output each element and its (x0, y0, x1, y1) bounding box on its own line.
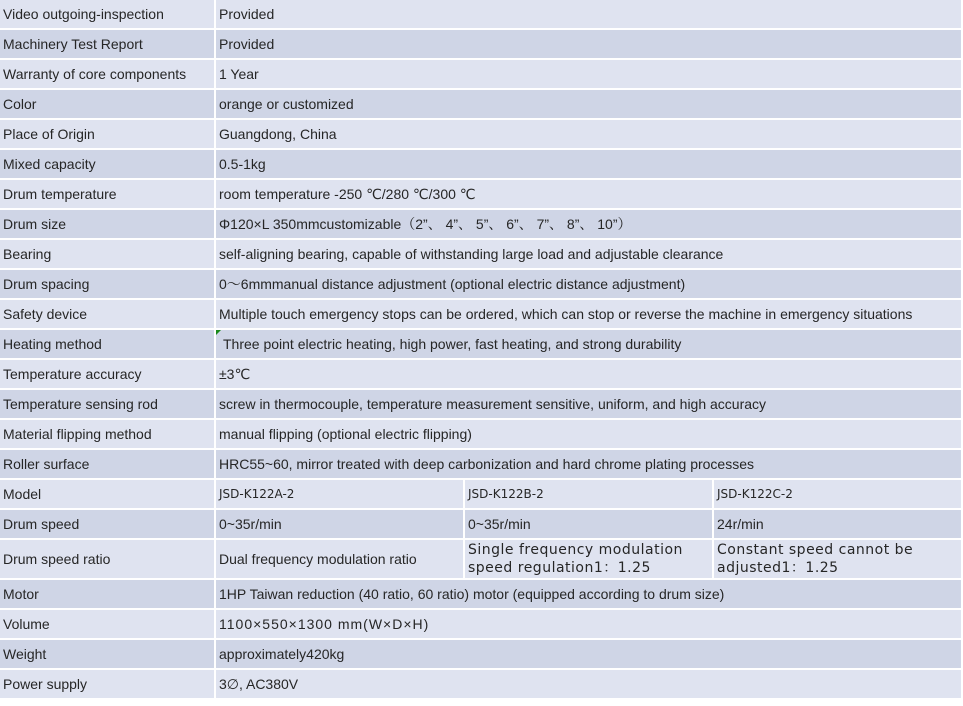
row-value: screw in thermocouple, temperature measurement sensitive, uniform, and high accuracy (216, 390, 963, 420)
row-label: Power supply (0, 670, 216, 700)
table-row (0, 450, 963, 480)
row-label: Volume (0, 610, 216, 640)
row-label: Bearing (0, 240, 216, 270)
row-value: HRC55~60, mirror treated with deep carbonization and hard chrome plating processes (216, 450, 963, 480)
model-row (0, 480, 963, 510)
row-label: Drum temperature (0, 180, 216, 210)
table-row (0, 180, 963, 210)
row-value: approximately420kg (216, 640, 963, 670)
row-value: room temperature -250 ℃/280 ℃/300 ℃ (216, 180, 963, 210)
row-label: Drum speed (0, 510, 216, 540)
table-row (0, 300, 963, 330)
row-label: Video outgoing-inspection (0, 0, 216, 30)
row-label: Heating method (0, 330, 216, 360)
row-label: Warranty of core components (0, 60, 216, 90)
table-row (0, 150, 963, 180)
table-row (0, 670, 963, 700)
table-row (0, 120, 963, 150)
model-b-value: Single frequency modulation speed regulation1：1.25 (465, 540, 714, 580)
row-value: ±3℃ (216, 360, 963, 390)
row-value: 0.5-1kg (216, 150, 963, 180)
model-row (0, 510, 963, 540)
model-c-value: JSD-K122C-2 (714, 480, 963, 510)
table-row (0, 60, 963, 90)
row-value: 3∅, AC380V (216, 670, 963, 700)
row-value: 0～6mmmanual distance adjustment (optional electric distance adjustment) (216, 270, 963, 300)
row-label: Motor (0, 580, 216, 610)
table-row (0, 420, 963, 450)
table-row (0, 210, 963, 240)
table-row (0, 330, 963, 360)
table-row (0, 270, 963, 300)
table-row (0, 580, 963, 610)
row-label: Drum size (0, 210, 216, 240)
row-value: Provided (216, 30, 963, 60)
row-value: 1HP Taiwan reduction (40 ratio, 60 ratio) motor (equipped according to drum size) (216, 580, 963, 610)
model-c-value: Constant speed cannot be adjusted1：1.25 (714, 540, 963, 580)
row-value: Guangdong, China (216, 120, 963, 150)
row-value: Φ120×L 350mmcustomizable（2”、 4”、 5”、 6”、 7”、 8”、 10”） (216, 210, 963, 240)
model-a-value: Dual frequency modulation ratio (216, 540, 465, 580)
model-row (0, 540, 963, 580)
row-value: Provided (216, 0, 963, 30)
row-label: Model (0, 480, 216, 510)
model-b-value: 0~35r/min (465, 510, 714, 540)
model-c-value: 24r/min (714, 510, 963, 540)
row-label: Drum spacing (0, 270, 216, 300)
model-a-value: JSD-K122A-2 (216, 480, 465, 510)
row-label: Temperature accuracy (0, 360, 216, 390)
row-label: Machinery Test Report (0, 30, 216, 60)
table-row (0, 360, 963, 390)
row-label: Color (0, 90, 216, 120)
row-label: Drum speed ratio (0, 540, 216, 580)
row-label: Roller surface (0, 450, 216, 480)
row-label: Safety device (0, 300, 216, 330)
row-value: self-aligning bearing, capable of withstanding large load and adjustable clearance (216, 240, 963, 270)
row-value: Multiple touch emergency stops can be ordered, which can stop or reverse the machine in emergency situations (216, 300, 963, 330)
row-label: Place of Origin (0, 120, 216, 150)
row-value: manual flipping (optional electric flipping) (216, 420, 963, 450)
table-row (0, 30, 963, 60)
row-label: Mixed capacity (0, 150, 216, 180)
row-label: Weight (0, 640, 216, 670)
table-row (0, 640, 963, 670)
table-row (0, 240, 963, 270)
row-value: 1100×550×1300 mm(W×D×H) (216, 610, 963, 640)
table-row (0, 90, 963, 120)
row-label: Temperature sensing rod (0, 390, 216, 420)
table-row (0, 0, 963, 30)
table-row (0, 390, 963, 420)
row-value: Three point electric heating, high power, fast heating, and strong durability (216, 330, 963, 360)
row-value: 1 Year (216, 60, 963, 90)
table-row (0, 610, 963, 640)
row-value: orange or customized (216, 90, 963, 120)
model-b-value: JSD-K122B-2 (465, 480, 714, 510)
model-a-value: 0~35r/min (216, 510, 465, 540)
row-label: Material flipping method (0, 420, 216, 450)
